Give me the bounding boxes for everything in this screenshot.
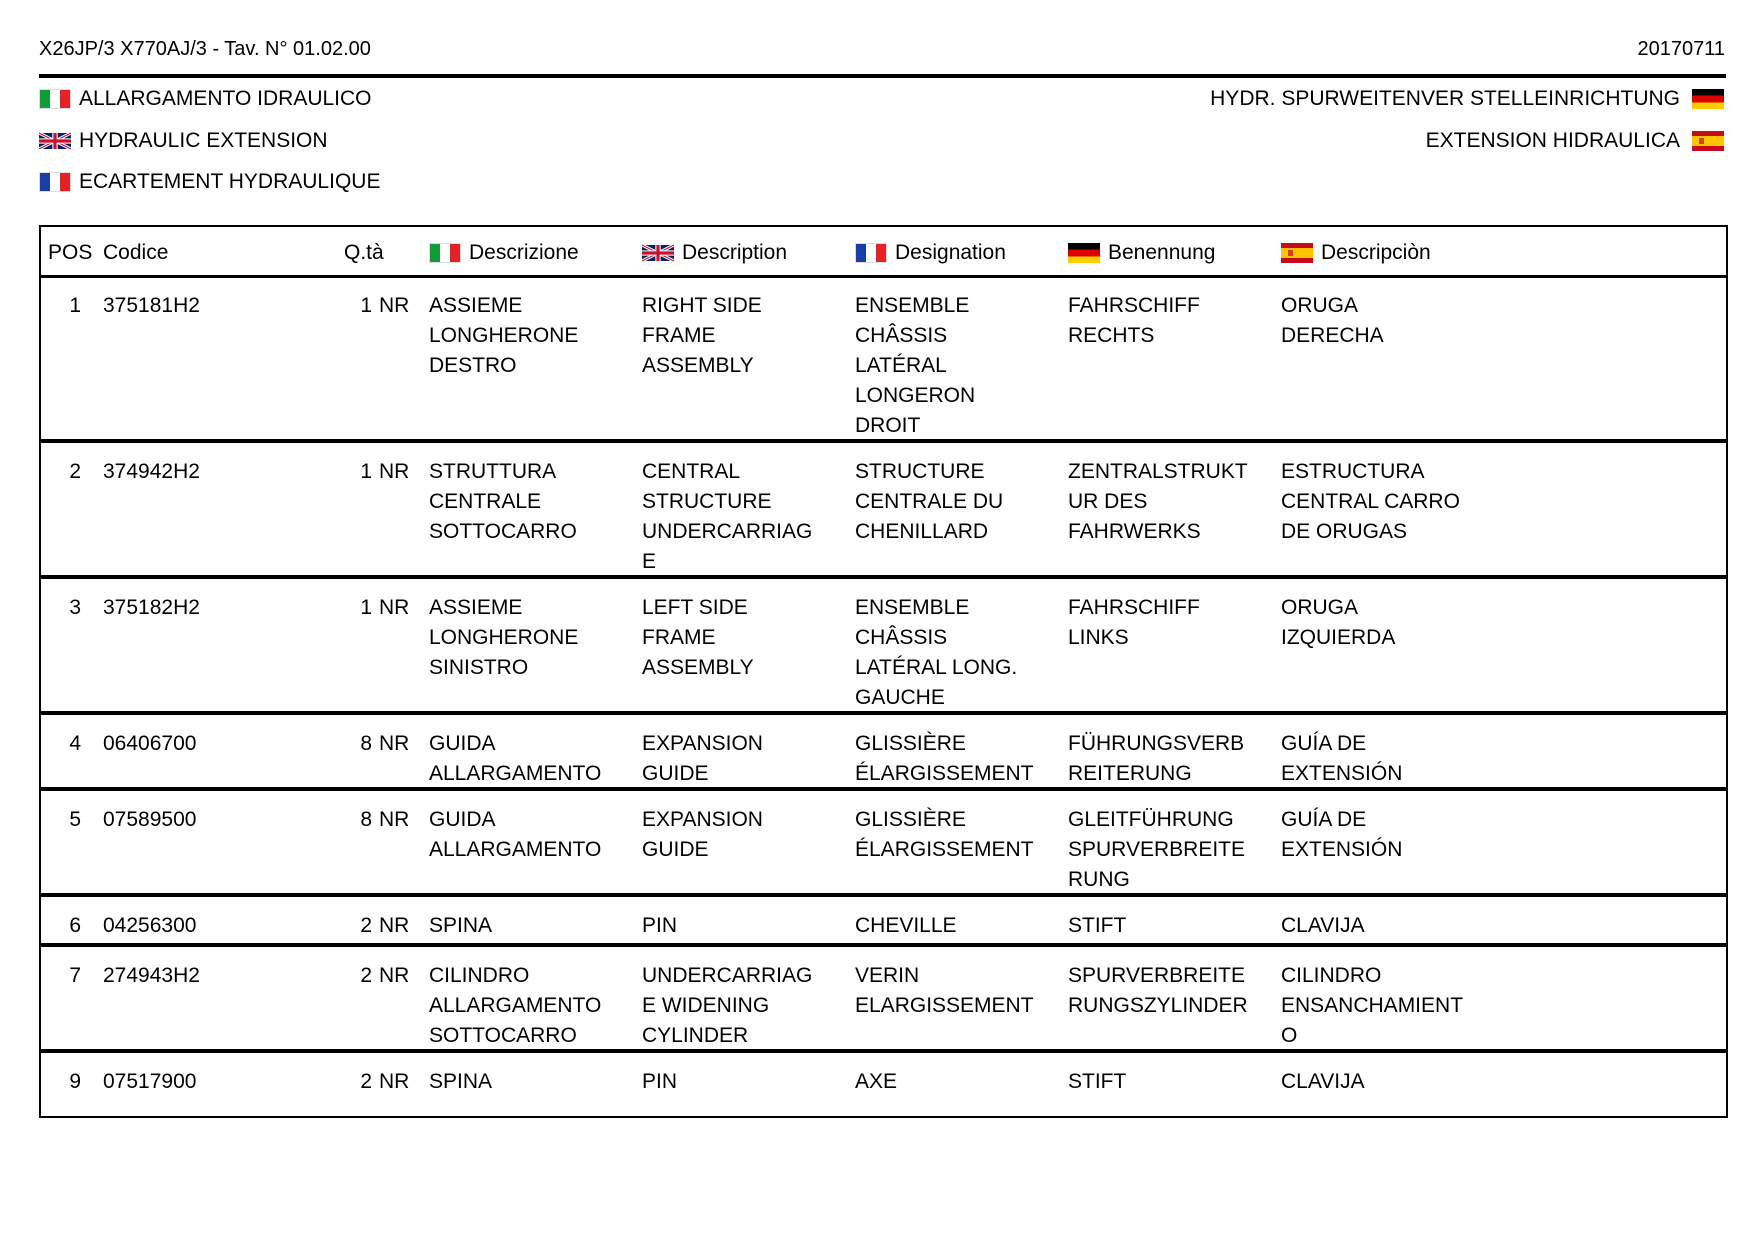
cell-italian: CILINDRO ALLARGAMENTO SOTTOCARRO — [429, 964, 602, 1047]
title-french — [39, 170, 380, 194]
cell-pos: 1 — [69, 294, 81, 317]
cell-pos: 6 — [69, 914, 81, 937]
cell-qty: 8 — [360, 808, 372, 831]
italy-flag-icon — [429, 243, 461, 263]
cell-italian: ASSIEME LONGHERONE DESTRO — [429, 294, 579, 377]
table-row — [41, 897, 1726, 947]
cell-code: 06406700 — [103, 732, 197, 755]
cell-unit: NR — [379, 294, 410, 317]
cell-pos: 2 — [69, 460, 81, 483]
cell-spanish: ORUGA DERECHA — [1281, 294, 1384, 347]
cell-italian: ASSIEME LONGHERONE SINISTRO — [429, 596, 579, 679]
cell-french: ENSEMBLE CHÂSSIS LATÉRAL LONG. GAUCHE — [855, 596, 1018, 709]
uk-flag-icon — [39, 131, 71, 151]
cell-pos: 4 — [69, 732, 81, 755]
title-spanish — [1426, 129, 1724, 153]
table-row — [41, 1053, 1726, 1113]
col-german — [1068, 241, 1215, 265]
col-german-label: Benennung — [1108, 241, 1216, 264]
cell-german: ZENTRALSTRUKT UR DES FAHRWERKS — [1068, 460, 1248, 543]
italy-flag-icon — [39, 89, 71, 109]
cell-italian: SPINA — [429, 914, 493, 937]
cell-german: STIFT — [1068, 1070, 1127, 1093]
document-date: 20170711 — [1637, 38, 1725, 60]
cell-pos: 3 — [69, 596, 81, 619]
cell-qty: 1 — [360, 460, 372, 483]
cell-unit: NR — [379, 732, 410, 755]
uk-flag-icon — [642, 243, 674, 263]
cell-spanish: CLAVIJA — [1281, 914, 1365, 937]
col-italian-label: Descrizione — [469, 241, 579, 264]
cell-unit: NR — [379, 596, 410, 619]
cell-english: UNDERCARRIAG E WIDENING CYLINDER — [642, 964, 813, 1047]
cell-spanish: CLAVIJA — [1281, 1070, 1365, 1093]
cell-code: 07589500 — [103, 808, 197, 831]
cell-code: 375182H2 — [103, 596, 200, 619]
cell-italian: SPINA — [429, 1070, 493, 1093]
cell-french: GLISSIÈRE ÉLARGISSEMENT — [855, 808, 1034, 861]
cell-code: 04256300 — [103, 914, 197, 937]
col-pos: POS — [48, 241, 93, 264]
table-row — [41, 715, 1726, 791]
title-english-text: HYDRAULIC EXTENSION — [79, 129, 328, 152]
cell-french: ENSEMBLE CHÂSSIS LATÉRAL LONGERON DROIT — [855, 294, 976, 437]
cell-qty: 2 — [360, 914, 372, 937]
cell-spanish: ORUGA IZQUIERDA — [1281, 596, 1396, 649]
cell-english: CENTRAL STRUCTURE UNDERCARRIAG E — [642, 460, 813, 573]
cell-german: FÜHRUNGSVERB REITERUNG — [1068, 732, 1245, 785]
cell-qty: 2 — [360, 1070, 372, 1093]
cell-spanish: GUÍA DE EXTENSIÓN — [1281, 732, 1403, 785]
document-reference: X26JP/3 X770AJ/3 - Tav. N° 01.02.00 — [39, 38, 371, 60]
table-row — [41, 579, 1726, 715]
title-german-text: HYDR. SPURWEITENVER STELLEINRICHTUNG — [1210, 87, 1680, 110]
cell-unit: NR — [379, 1070, 410, 1093]
cell-qty: 1 — [360, 294, 372, 317]
cell-qty: 1 — [360, 596, 372, 619]
cell-unit: NR — [379, 964, 410, 987]
table-row — [41, 443, 1726, 579]
cell-code: 375181H2 — [103, 294, 200, 317]
cell-unit: NR — [379, 460, 410, 483]
table-row — [41, 947, 1726, 1053]
col-english-label: Description — [682, 241, 788, 264]
germany-flag-icon — [1068, 243, 1100, 263]
spain-flag-icon — [1281, 243, 1313, 263]
cell-german: STIFT — [1068, 914, 1127, 937]
cell-french: AXE — [855, 1070, 898, 1093]
france-flag-icon — [39, 172, 71, 192]
cell-code: 274943H2 — [103, 964, 200, 987]
cell-pos: 7 — [69, 964, 81, 987]
cell-english: PIN — [642, 1070, 678, 1093]
cell-german: FAHRSCHIFF RECHTS — [1068, 294, 1200, 347]
cell-unit: NR — [379, 808, 410, 831]
col-spanish-label: Descripciòn — [1321, 241, 1431, 264]
spain-flag-icon — [1692, 131, 1724, 151]
col-french — [855, 241, 1006, 265]
table-header — [41, 227, 1726, 278]
parts-table — [39, 225, 1728, 1118]
cell-english: LEFT SIDE FRAME ASSEMBLY — [642, 596, 754, 679]
title-english — [39, 129, 328, 153]
title-french-text: ECARTEMENT HYDRAULIQUE — [79, 170, 381, 193]
col-qty: Q.tà — [344, 241, 384, 264]
france-flag-icon — [855, 243, 887, 263]
cell-french: GLISSIÈRE ÉLARGISSEMENT — [855, 732, 1034, 785]
cell-italian: GUIDA ALLARGAMENTO — [429, 732, 602, 785]
cell-german: SPURVERBREITE RUNGSZYLINDER — [1068, 964, 1248, 1017]
col-italian — [429, 241, 579, 265]
cell-german: GLEITFÜHRUNG SPURVERBREITE RUNG — [1068, 808, 1245, 891]
germany-flag-icon — [1692, 89, 1724, 109]
cell-unit: NR — [379, 914, 410, 937]
cell-english: RIGHT SIDE FRAME ASSEMBLY — [642, 294, 762, 377]
cell-pos: 9 — [69, 1070, 81, 1093]
table-row — [41, 791, 1726, 897]
cell-italian: GUIDA ALLARGAMENTO — [429, 808, 602, 861]
cell-italian: STRUTTURA CENTRALE SOTTOCARRO — [429, 460, 577, 543]
cell-french: STRUCTURE CENTRALE DU CHENILLARD — [855, 460, 1004, 543]
cell-code: 07517900 — [103, 1070, 197, 1093]
cell-code: 374942H2 — [103, 460, 200, 483]
title-italian — [39, 87, 372, 111]
header-rule — [39, 74, 1726, 78]
title-german — [1210, 87, 1724, 111]
cell-english: EXPANSION GUIDE — [642, 808, 763, 861]
cell-spanish: ESTRUCTURA CENTRAL CARRO DE ORUGAS — [1281, 460, 1460, 543]
title-spanish-text: EXTENSION HIDRAULICA — [1425, 129, 1680, 152]
cell-french: VERIN ELARGISSEMENT — [855, 964, 1034, 1017]
col-code: Codice — [103, 241, 169, 264]
cell-spanish: GUÍA DE EXTENSIÓN — [1281, 808, 1403, 861]
cell-qty: 2 — [360, 964, 372, 987]
col-english — [642, 241, 787, 265]
cell-english: EXPANSION GUIDE — [642, 732, 763, 785]
cell-pos: 5 — [69, 808, 81, 831]
title-italian-text: ALLARGAMENTO IDRAULICO — [79, 87, 372, 110]
cell-spanish: CILINDRO ENSANCHAMIENT O — [1281, 964, 1464, 1047]
cell-english: PIN — [642, 914, 678, 937]
col-spanish — [1281, 241, 1431, 265]
table-row — [41, 277, 1726, 443]
cell-french: CHEVILLE — [855, 914, 957, 937]
cell-german: FAHRSCHIFF LINKS — [1068, 596, 1200, 649]
cell-qty: 8 — [360, 732, 372, 755]
col-french-label: Designation — [895, 241, 1006, 264]
